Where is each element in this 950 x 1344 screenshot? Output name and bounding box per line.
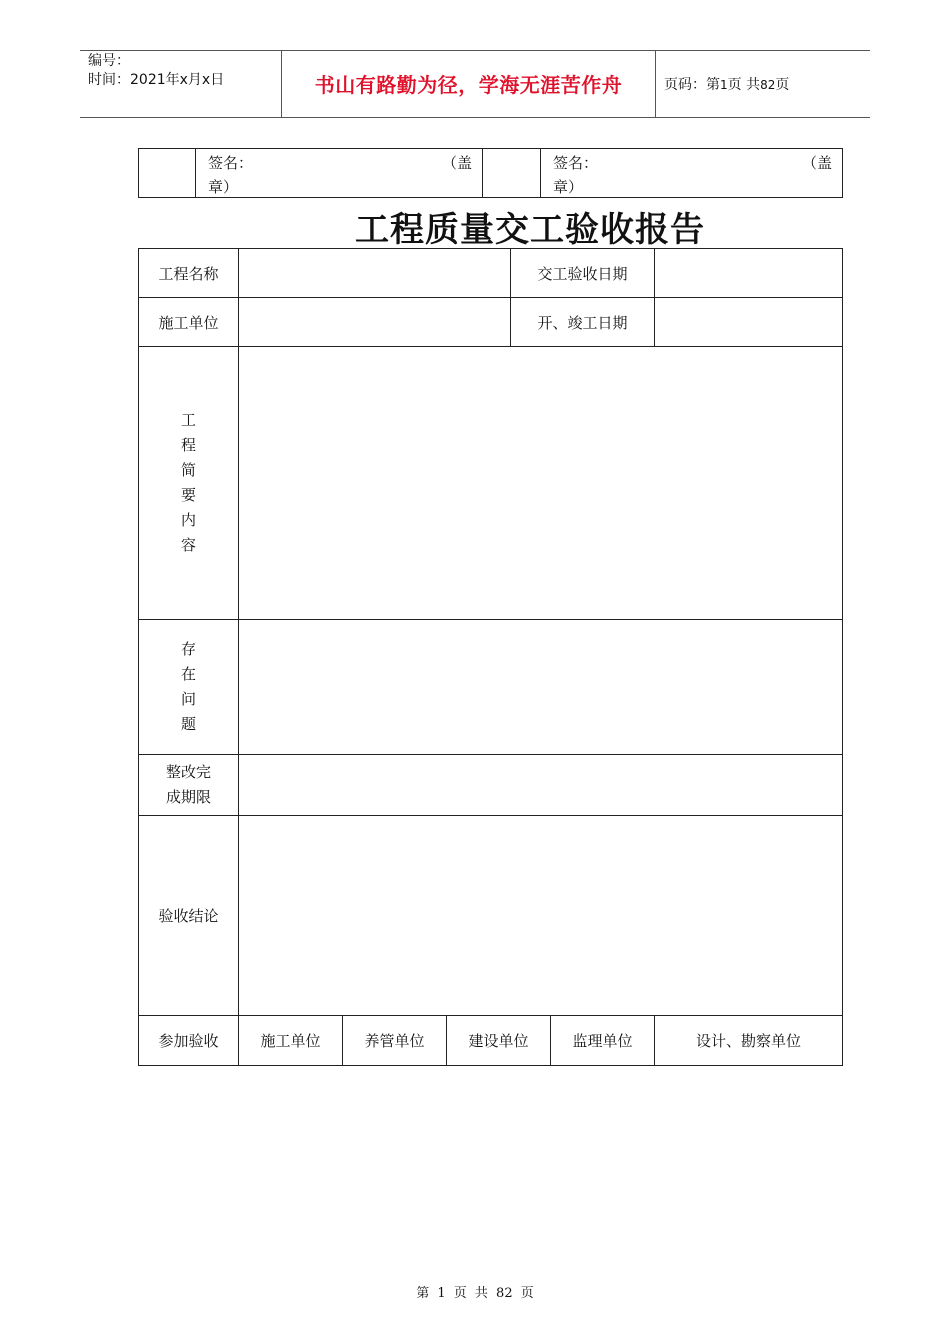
start-end-date-field[interactable]: [655, 298, 843, 347]
contractor-label: 施工单位: [139, 298, 239, 347]
rectify-label-line1: 整改完: [165, 763, 211, 781]
page-current: 1: [720, 78, 728, 92]
summary-label: [139, 347, 239, 620]
start-end-date-label: 开、竣工日期: [511, 298, 655, 347]
seal-open: （盖: [801, 154, 832, 172]
summary-label-char: 内: [180, 511, 196, 529]
rectify-deadline-field[interactable]: [239, 755, 843, 816]
participant-owner: 建设单位: [447, 1016, 551, 1066]
participant-design-survey: 设计、勘察单位: [655, 1016, 843, 1066]
header-divider-right: [655, 50, 656, 117]
time-label: 时间：2021年x月x日: [88, 72, 225, 88]
seal-open: （盖: [441, 154, 472, 172]
handover-date-label: 交工验收日期: [511, 249, 655, 298]
issues-label-char: 在: [180, 665, 196, 683]
issues-label-char: 存: [180, 640, 196, 658]
project-name-field[interactable]: [239, 249, 511, 298]
issues-label-char: 题: [180, 715, 196, 733]
participant-contractor: 施工单位: [239, 1016, 343, 1066]
conclusion-field[interactable]: [239, 816, 843, 1016]
page-mid: 页 共: [727, 77, 761, 93]
page-title: 工程质量交工验收报告: [355, 210, 705, 250]
participant-maintenance: 养管单位: [343, 1016, 447, 1066]
signature-blank-2: [483, 149, 541, 198]
participants-label: 参加验收: [139, 1016, 239, 1066]
sign-label: 签名：: [208, 154, 254, 172]
signature-cell-2[interactable]: [541, 149, 843, 198]
issues-label-char: 问: [180, 690, 196, 708]
conclusion-label: 验收结论: [139, 816, 239, 1016]
header-motto: 书山有路勤为径，学海无涯苦作舟: [314, 73, 623, 97]
header-meta: [88, 52, 224, 90]
summary-label-char: 简: [180, 461, 196, 479]
issues-field[interactable]: [239, 620, 843, 755]
summary-label-char: 要: [180, 486, 196, 504]
handover-date-field[interactable]: [655, 249, 843, 298]
summary-label-char: 容: [180, 536, 196, 554]
header-bottom-rule: [80, 117, 870, 118]
signature-cell-1[interactable]: [196, 149, 483, 198]
summary-field[interactable]: [239, 347, 843, 620]
summary-label-char: 程: [180, 436, 196, 454]
seal-close: 章）: [208, 178, 239, 196]
rectify-label-line2: 成期限: [165, 788, 211, 806]
acceptance-form: [138, 248, 843, 1066]
code-label: 编号：: [88, 53, 130, 69]
project-name-label: 工程名称: [139, 249, 239, 298]
signature-table: [138, 148, 843, 198]
page-prefix: 页码：第: [664, 77, 720, 93]
page-suffix: 页: [775, 77, 790, 93]
sign-label: 签名：: [553, 154, 599, 172]
issues-label: [139, 620, 239, 755]
seal-close: 章）: [553, 178, 584, 196]
rectify-deadline-label: [139, 755, 239, 816]
signature-blank-1: [139, 149, 196, 198]
contractor-field[interactable]: [239, 298, 511, 347]
participant-supervisor: 监理单位: [551, 1016, 655, 1066]
page-total: 82: [760, 78, 776, 92]
header-page-number: [664, 74, 789, 94]
page-footer: 第 1 页 共 82 页: [416, 1286, 534, 1301]
summary-label-char: 工: [180, 411, 196, 429]
